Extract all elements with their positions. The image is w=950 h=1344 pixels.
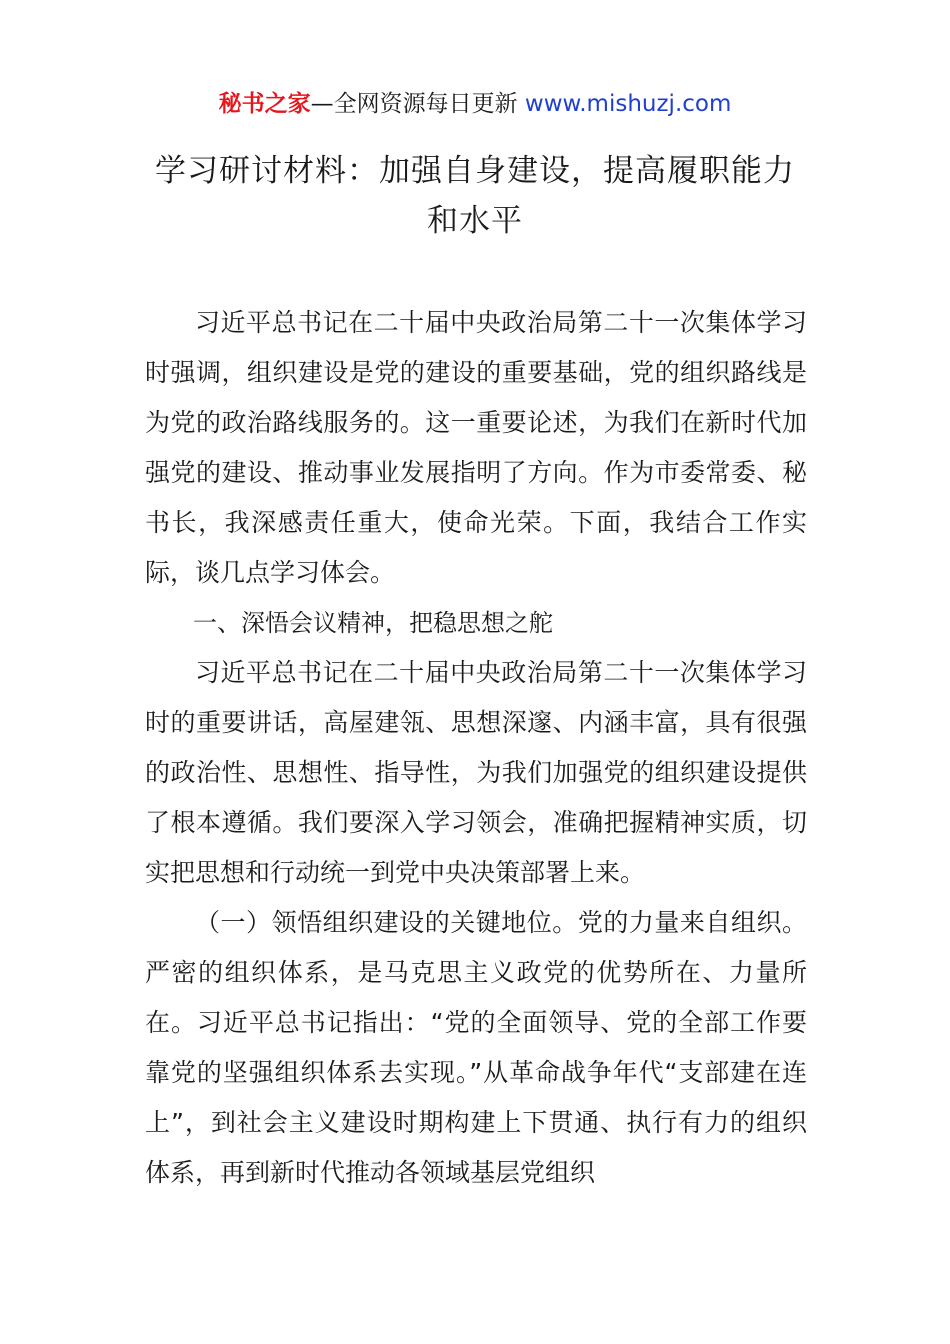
document-title-line-2: 和水平 (427, 203, 523, 239)
document-title (140, 146, 810, 246)
body-paragraph-intro: 习近平总书记在二十届中央政治局第二十一次集体学习时强调，组织建设是党的建设的重要基础，党的组织路线是为党的政治路线服务的。这一重要论述，为我们在新时代加强党的建设、推动事业发展指明了方向。作为市委常委、秘书长，我深感责任重大，使命光荣。下面，我结合工作实际，谈几点学习体会。 (145, 308, 807, 587)
body-paragraph-section-1: 习近平总书记在二十届中央政治局第二十一次集体学习时的重要讲话，高屋建瓴、思想深邃、内涵丰富，具有很强的政治性、思想性、指导性，为我们加强党的组织建设提供了根本遵循。我们要深入学习领会，准确把握精神实质，切实把思想和行动统一到党中央决策部署上来。 (145, 658, 807, 887)
document-title-line-1: 学习研讨材料：加强自身建设，提高履职能力 (155, 153, 795, 189)
body-paragraph-subsection-1: （一）领悟组织建设的关键地位。党的力量来自组织。严密的组织体系，是马克思主义政党的优势所在、力量所在。习近平总书记指出：“党的全面领导、党的全部工作要靠党的坚强组织体系去实现。”从革命战争年代“支部建在连上”，到社会主义建设时期构建上下贯通、执行有力的组织体系，再到新时代推动各领域基层党组织 (145, 908, 807, 1187)
site-brand: 秘书之家 (218, 91, 311, 117)
site-header (0, 86, 950, 122)
section-heading-1: 一、深悟会议精神，把稳思想之舵 (193, 609, 553, 637)
document-body (145, 298, 807, 1198)
site-tagline: —全网资源每日更新 (310, 91, 525, 117)
site-url-link[interactable]: www.mishuzj.com (524, 91, 732, 117)
